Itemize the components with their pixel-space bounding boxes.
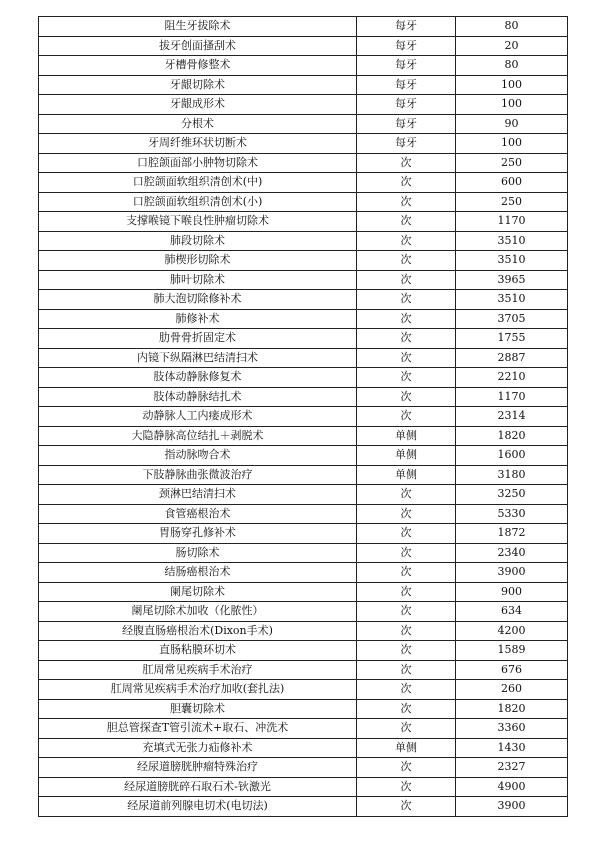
item-name-cell: 肺段切除术: [39, 231, 357, 251]
table-row: [39, 504, 568, 524]
item-name-cell: 肺大泡切除修补术: [39, 290, 357, 310]
price-cell: 2340: [456, 543, 568, 563]
item-name-cell: 肠切除术: [39, 543, 357, 563]
item-name-cell: 支撑喉镜下喉良性肿瘤切除术: [39, 212, 357, 232]
item-name-cell: 口腔颌面软组织清创术(小): [39, 192, 357, 212]
table-row: [39, 212, 568, 232]
price-cell: 1589: [456, 641, 568, 661]
item-name-cell: 指动脉吻合术: [39, 446, 357, 466]
item-name-cell: 分根术: [39, 114, 357, 134]
unit-cell: 次: [357, 641, 456, 661]
price-cell: 100: [456, 75, 568, 95]
unit-cell: 次: [357, 153, 456, 173]
table-row: [39, 192, 568, 212]
unit-cell: 次: [357, 543, 456, 563]
item-name-cell: 肛周常见疾病手术治疗加收(套扎法): [39, 680, 357, 700]
price-cell: 1820: [456, 699, 568, 719]
fee-table: [38, 16, 568, 817]
table-row: [39, 290, 568, 310]
price-cell: 2314: [456, 407, 568, 427]
price-cell: 1600: [456, 446, 568, 466]
table-row: [39, 329, 568, 349]
unit-cell: 每牙: [357, 36, 456, 56]
price-cell: 1430: [456, 738, 568, 758]
item-name-cell: 肺修补术: [39, 309, 357, 329]
unit-cell: 次: [357, 368, 456, 388]
table-row: [39, 231, 568, 251]
unit-cell: 每牙: [357, 75, 456, 95]
item-name-cell: 经尿道膀胱肿瘤特殊治疗: [39, 758, 357, 778]
price-cell: 676: [456, 660, 568, 680]
unit-cell: 每牙: [357, 56, 456, 76]
table-row: [39, 114, 568, 134]
unit-cell: 单侧: [357, 426, 456, 446]
item-name-cell: 牙龈成形术: [39, 95, 357, 115]
item-name-cell: 胃肠穿孔修补术: [39, 524, 357, 544]
price-cell: 3705: [456, 309, 568, 329]
unit-cell: 次: [357, 524, 456, 544]
price-cell: 260: [456, 680, 568, 700]
table-row: [39, 348, 568, 368]
unit-cell: 次: [357, 699, 456, 719]
unit-cell: 次: [357, 563, 456, 583]
table-row: [39, 368, 568, 388]
price-cell: 90: [456, 114, 568, 134]
table-row: [39, 465, 568, 485]
table-row: [39, 95, 568, 115]
price-cell: 1170: [456, 212, 568, 232]
unit-cell: 单侧: [357, 465, 456, 485]
table-row: [39, 602, 568, 622]
table-row: [39, 680, 568, 700]
unit-cell: 次: [357, 582, 456, 602]
price-cell: 100: [456, 95, 568, 115]
table-row: [39, 75, 568, 95]
price-cell: 5330: [456, 504, 568, 524]
unit-cell: 单侧: [357, 738, 456, 758]
price-cell: 600: [456, 173, 568, 193]
table-row: [39, 777, 568, 797]
item-name-cell: 胆总管探查T管引流术+取石、冲洗术: [39, 719, 357, 739]
item-name-cell: 大隐静脉高位结扎＋剥脱术: [39, 426, 357, 446]
price-cell: 1755: [456, 329, 568, 349]
unit-cell: 次: [357, 680, 456, 700]
price-cell: 3360: [456, 719, 568, 739]
table-row: [39, 582, 568, 602]
item-name-cell: 口腔颌面软组织清创术(中): [39, 173, 357, 193]
table-row: [39, 251, 568, 271]
table-row: [39, 309, 568, 329]
item-name-cell: 牙龈切除术: [39, 75, 357, 95]
item-name-cell: 肋骨骨折固定术: [39, 329, 357, 349]
table-row: [39, 660, 568, 680]
item-name-cell: 经尿道膀胱碎石取石术-钬激光: [39, 777, 357, 797]
table-row: [39, 407, 568, 427]
fee-table-body: [39, 17, 568, 817]
item-name-cell: 胆囊切除术: [39, 699, 357, 719]
price-cell: 3900: [456, 563, 568, 583]
item-name-cell: 动静脉人工内瘘成形术: [39, 407, 357, 427]
unit-cell: 次: [357, 212, 456, 232]
unit-cell: 单侧: [357, 446, 456, 466]
item-name-cell: 阻生牙拔除术: [39, 17, 357, 37]
price-cell: 3965: [456, 270, 568, 290]
price-cell: 3510: [456, 231, 568, 251]
item-name-cell: 阑尾切除术: [39, 582, 357, 602]
unit-cell: 次: [357, 758, 456, 778]
table-row: [39, 446, 568, 466]
price-cell: 900: [456, 582, 568, 602]
unit-cell: 次: [357, 602, 456, 622]
price-cell: 2210: [456, 368, 568, 388]
price-cell: 1170: [456, 387, 568, 407]
table-row: [39, 797, 568, 817]
unit-cell: 次: [357, 251, 456, 271]
item-name-cell: 颈淋巴结清扫术: [39, 485, 357, 505]
price-cell: 250: [456, 153, 568, 173]
unit-cell: 次: [357, 270, 456, 290]
table-row: [39, 485, 568, 505]
item-name-cell: 下肢静脉曲张微波治疗: [39, 465, 357, 485]
table-row: [39, 387, 568, 407]
item-name-cell: 口腔颌面部小肿物切除术: [39, 153, 357, 173]
unit-cell: 次: [357, 485, 456, 505]
table-row: [39, 738, 568, 758]
price-cell: 2327: [456, 758, 568, 778]
table-row: [39, 524, 568, 544]
item-name-cell: 牙周纤维环状切断术: [39, 134, 357, 154]
unit-cell: 次: [357, 777, 456, 797]
item-name-cell: 阑尾切除术加收（化脓性）: [39, 602, 357, 622]
unit-cell: 次: [357, 407, 456, 427]
unit-cell: 次: [357, 192, 456, 212]
price-cell: 80: [456, 56, 568, 76]
table-row: [39, 426, 568, 446]
item-name-cell: 肺楔形切除术: [39, 251, 357, 271]
item-name-cell: 肢体动静脉结扎术: [39, 387, 357, 407]
table-row: [39, 563, 568, 583]
table-row: [39, 758, 568, 778]
unit-cell: 每牙: [357, 95, 456, 115]
unit-cell: 次: [357, 231, 456, 251]
unit-cell: 次: [357, 504, 456, 524]
unit-cell: 次: [357, 309, 456, 329]
item-name-cell: 内镜下纵隔淋巴结清扫术: [39, 348, 357, 368]
table-row: [39, 56, 568, 76]
price-cell: 634: [456, 602, 568, 622]
table-row: [39, 699, 568, 719]
table-row: [39, 719, 568, 739]
table-row: [39, 153, 568, 173]
unit-cell: 每牙: [357, 17, 456, 37]
price-cell: 100: [456, 134, 568, 154]
price-cell: 3180: [456, 465, 568, 485]
price-cell: 80: [456, 17, 568, 37]
item-name-cell: 拔牙创面搔刮术: [39, 36, 357, 56]
item-name-cell: 结肠癌根治术: [39, 563, 357, 583]
price-cell: 3250: [456, 485, 568, 505]
table-row: [39, 173, 568, 193]
unit-cell: 每牙: [357, 134, 456, 154]
unit-cell: 次: [357, 797, 456, 817]
price-cell: 3900: [456, 797, 568, 817]
unit-cell: 每牙: [357, 114, 456, 134]
price-cell: 4200: [456, 621, 568, 641]
table-row: [39, 641, 568, 661]
table-row: [39, 134, 568, 154]
table-row: [39, 17, 568, 37]
unit-cell: 次: [357, 387, 456, 407]
unit-cell: 次: [357, 290, 456, 310]
unit-cell: 次: [357, 173, 456, 193]
unit-cell: 次: [357, 329, 456, 349]
table-row: [39, 543, 568, 563]
table-row: [39, 36, 568, 56]
item-name-cell: 肛周常见疾病手术治疗: [39, 660, 357, 680]
item-name-cell: 牙槽骨修整术: [39, 56, 357, 76]
table-row: [39, 270, 568, 290]
unit-cell: 次: [357, 719, 456, 739]
price-cell: 3510: [456, 251, 568, 271]
item-name-cell: 肺叶切除术: [39, 270, 357, 290]
table-row: [39, 621, 568, 641]
item-name-cell: 充填式无张力疝修补术: [39, 738, 357, 758]
item-name-cell: 经腹直肠癌根治术(Dixon手术): [39, 621, 357, 641]
price-cell: 20: [456, 36, 568, 56]
unit-cell: 次: [357, 660, 456, 680]
item-name-cell: 经尿道前列腺电切术(电切法): [39, 797, 357, 817]
price-cell: 4900: [456, 777, 568, 797]
price-cell: 2887: [456, 348, 568, 368]
price-cell: 3510: [456, 290, 568, 310]
item-name-cell: 肢体动静脉修复术: [39, 368, 357, 388]
item-name-cell: 食管癌根治术: [39, 504, 357, 524]
unit-cell: 次: [357, 621, 456, 641]
unit-cell: 次: [357, 348, 456, 368]
price-cell: 1872: [456, 524, 568, 544]
item-name-cell: 直肠粘膜环切术: [39, 641, 357, 661]
price-cell: 250: [456, 192, 568, 212]
price-cell: 1820: [456, 426, 568, 446]
